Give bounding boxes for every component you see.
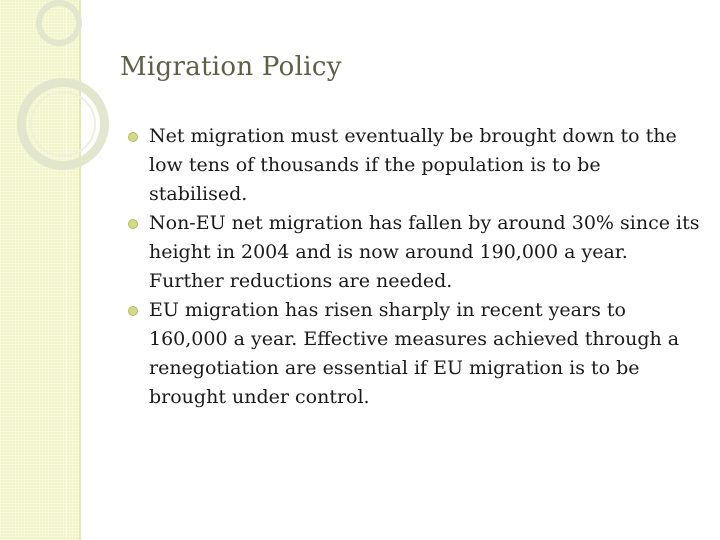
- bullet-dot-icon: [128, 219, 138, 229]
- bullet-dot-icon: [128, 306, 138, 316]
- bullet-text: EU migration has risen sharply in recent years to 160,000 a year. Effective measures achieved through a renegotiation are essential if EU migration is to be brought under control.: [149, 299, 680, 408]
- slide-title: Migration Policy: [120, 52, 342, 82]
- bullet-list: [128, 122, 703, 412]
- bullet-text: Net migration must eventually be brought down to the low tens of thousands if the population is to be stabilised.: [149, 125, 677, 205]
- bullet-text: Non-EU net migration has fallen by around 30% since its height in 2004 and is now around 190,000 a year. Further reductions are needed.: [149, 212, 700, 292]
- bullet-item: [128, 296, 703, 412]
- bullet-item: [128, 209, 703, 296]
- decorative-small-ring: [36, 0, 82, 46]
- bullet-item: [128, 122, 703, 209]
- bullet-dot-icon: [128, 132, 138, 142]
- decorative-ring-inner: [30, 91, 96, 157]
